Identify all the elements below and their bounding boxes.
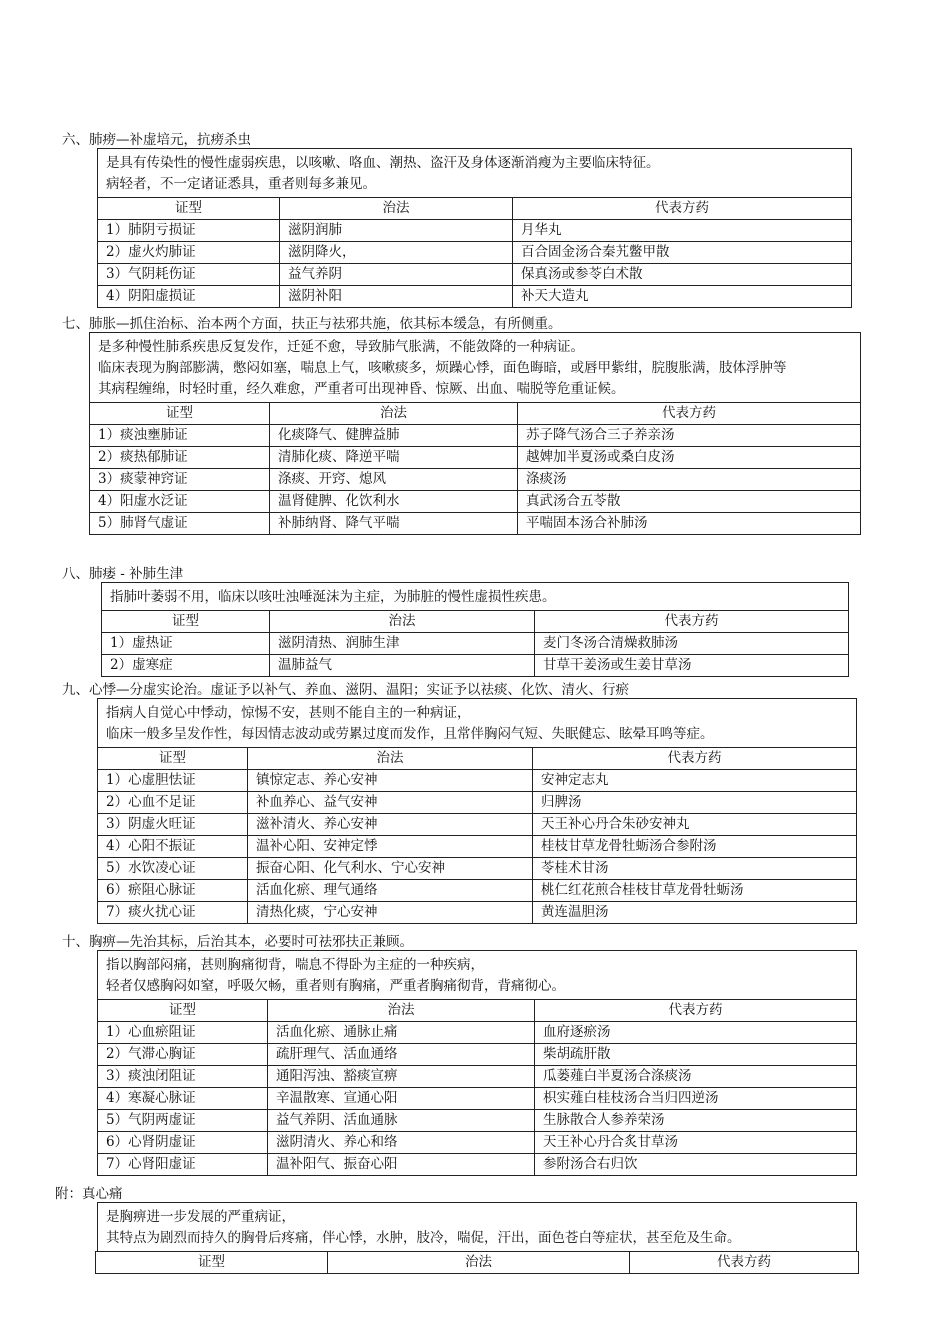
- table-row: [98, 1088, 857, 1110]
- syndrome-cell: 2）痰热郁肺证: [90, 447, 270, 469]
- intro-box: [97, 950, 857, 999]
- syndrome-cell: 5）气阴两虚证: [98, 1110, 268, 1132]
- section-block: [97, 698, 857, 924]
- column-header: 治法: [280, 198, 513, 220]
- formula-cell: 瓜蒌薤白半夏汤合涤痰汤: [535, 1066, 857, 1088]
- table-row: [90, 469, 861, 491]
- treatment-cell: 益气养阴、活血通脉: [268, 1110, 535, 1132]
- syndrome-cell: 4）心阳不振证: [98, 836, 248, 858]
- syndrome-cell: 4）寒凝心脉证: [98, 1088, 268, 1110]
- table-row: [90, 513, 861, 535]
- formula-cell: 生脉散合人参养荣汤: [535, 1110, 857, 1132]
- formula-cell: 苏子降气汤合三子养亲汤: [518, 425, 861, 447]
- intro-line: 临床表现为胸部膨满，憋闷如塞，喘息上气，咳嗽痰多，烦躁心悸，面色晦暗，或唇甲紫绀，脘腹胀满，肢体浮肿等: [98, 360, 787, 376]
- treatment-cell: 清肺化痰、降逆平喘: [270, 447, 518, 469]
- treatment-cell: 振奋心阳、化气利水、宁心安神: [248, 858, 533, 880]
- treatment-cell: 补肺纳肾、降气平喘: [270, 513, 518, 535]
- table-header-row: [98, 198, 852, 220]
- intro-box: [97, 1202, 857, 1251]
- treatment-cell: 滋阴清火、养心和络: [268, 1132, 535, 1154]
- syndrome-cell: 3）阴虚火旺证: [98, 814, 248, 836]
- treatment-cell: 辛温散寒、宣通心阳: [268, 1088, 535, 1110]
- table-header-row: [102, 611, 849, 633]
- formula-cell: 平喘固本汤合补肺汤: [518, 513, 861, 535]
- formula-cell: 真武汤合五苓散: [518, 491, 861, 513]
- table-row: [98, 1154, 857, 1176]
- syndrome-cell: 2）气滞心胸证: [98, 1044, 268, 1066]
- formula-cell: 苓桂术甘汤: [533, 858, 857, 880]
- section-block: [97, 950, 857, 1176]
- section-heading: 八、肺痿 - 补肺生津: [62, 566, 184, 582]
- treatment-cell: 滋阴润肺: [280, 220, 513, 242]
- table-row: [98, 220, 852, 242]
- column-header: 证型: [98, 1000, 268, 1022]
- syndrome-table: [97, 197, 852, 308]
- treatment-cell: 益气养阴: [280, 264, 513, 286]
- table-row: [98, 1066, 857, 1088]
- syndrome-cell: 4）阳虚水泛证: [90, 491, 270, 513]
- formula-cell: 桃仁红花煎合桂枝甘草龙骨牡蛎汤: [533, 880, 857, 902]
- intro-line: 指肺叶萎弱不用，临床以咳吐浊唾涎沫为主症，为肺脏的慢性虚损性疾患。: [110, 589, 556, 605]
- intro-box: [97, 148, 852, 197]
- section-block: [101, 582, 849, 677]
- column-header: 证型: [96, 1252, 328, 1274]
- intro-line: 是胸痹进一步发展的严重病证，: [106, 1209, 295, 1225]
- syndrome-table: [95, 1251, 859, 1274]
- table-row: [98, 836, 857, 858]
- syndrome-cell: 5）肺肾气虚证: [90, 513, 270, 535]
- formula-cell: 桂枝甘草龙骨牡蛎汤合参附汤: [533, 836, 857, 858]
- table-row: [98, 792, 857, 814]
- formula-cell: 天王补心丹合朱砂安神丸: [533, 814, 857, 836]
- syndrome-table: [101, 610, 849, 677]
- table-row: [98, 1110, 857, 1132]
- column-header: 代表方药: [630, 1252, 859, 1274]
- intro-line: 指以胸部闷痛，甚则胸痛彻背，喘息不得卧为主症的一种疾病，: [106, 957, 484, 973]
- intro-box: [101, 582, 849, 610]
- treatment-cell: 疏肝理气、活血通络: [268, 1044, 535, 1066]
- syndrome-cell: 1）肺阴亏损证: [98, 220, 280, 242]
- intro-line: 其病程缠绵，时轻时重，经久难愈，严重者可出现神昏、惊厥、出血、喘脱等危重证候。: [98, 381, 625, 397]
- table-row: [98, 880, 857, 902]
- syndrome-cell: 6）心肾阴虚证: [98, 1132, 268, 1154]
- intro-line: 病轻者，不一定诸证悉具，重者则每多兼见。: [106, 176, 376, 192]
- treatment-cell: 滋补清火、养心安神: [248, 814, 533, 836]
- column-header: 治法: [270, 403, 518, 425]
- column-header: 代表方药: [535, 1000, 857, 1022]
- column-header: 代表方药: [518, 403, 861, 425]
- intro-line: 其特点为剧烈而持久的胸骨后疼痛，伴心悸，水肿，肢冷，喘促，汗出，面色苍白等症状，甚至危及生命。: [106, 1230, 741, 1246]
- intro-line: 临床一般多呈发作性，每因情志波动或劳累过度而发作，且常伴胸闷气短、失眠健忘、眩晕耳鸣等症。: [106, 726, 714, 742]
- treatment-cell: 温肺益气: [270, 655, 535, 677]
- treatment-cell: 滋阴补阳: [280, 286, 513, 308]
- syndrome-cell: 7）痰火扰心证: [98, 902, 248, 924]
- table-row: [98, 814, 857, 836]
- table-row: [90, 491, 861, 513]
- table-row: [98, 858, 857, 880]
- intro-line: 指病人自觉心中悸动，惊惕不安，甚则不能自主的一种病证，: [106, 705, 471, 721]
- intro-line: 轻者仅感胸闷如窒，呼吸欠畅，重者则有胸痛，严重者胸痛彻背，背痛彻心。: [106, 978, 565, 994]
- syndrome-cell: 1）虚热证: [102, 633, 270, 655]
- formula-cell: 归脾汤: [533, 792, 857, 814]
- table-row: [102, 633, 849, 655]
- treatment-cell: 活血化瘀、理气通络: [248, 880, 533, 902]
- table-row: [98, 1044, 857, 1066]
- treatment-cell: 滋阴降火，: [280, 242, 513, 264]
- table-row: [90, 447, 861, 469]
- formula-cell: 参附汤合右归饮: [535, 1154, 857, 1176]
- treatment-cell: 滋阴清热、润肺生津: [270, 633, 535, 655]
- syndrome-cell: 1）痰浊壅肺证: [90, 425, 270, 447]
- section-heading: 九、心悸—分虚实论治。虚证予以补气、养血、滋阴、温阳；实证予以祛痰、化饮、清火、行瘀: [62, 682, 629, 698]
- table-header-row: [98, 1000, 857, 1022]
- syndrome-table: [97, 747, 857, 924]
- syndrome-table: [89, 402, 861, 535]
- column-header: 治法: [328, 1252, 630, 1274]
- formula-cell: 越婢加半夏汤或桑白皮汤: [518, 447, 861, 469]
- formula-cell: 补天大造丸: [513, 286, 852, 308]
- column-header: 治法: [268, 1000, 535, 1022]
- formula-cell: 黄连温胆汤: [533, 902, 857, 924]
- column-header: 代表方药: [513, 198, 852, 220]
- formula-cell: 安神定志丸: [533, 770, 857, 792]
- syndrome-cell: 7）心肾阳虚证: [98, 1154, 268, 1176]
- table-row: [98, 286, 852, 308]
- syndrome-cell: 6）瘀阻心脉证: [98, 880, 248, 902]
- syndrome-table: [97, 999, 857, 1176]
- formula-cell: 百合固金汤合秦艽鳖甲散: [513, 242, 852, 264]
- table-row: [90, 425, 861, 447]
- table-row: [98, 902, 857, 924]
- syndrome-cell: 2）虚寒症: [102, 655, 270, 677]
- column-header: 证型: [98, 748, 248, 770]
- treatment-cell: 通阳泻浊、豁痰宣痹: [268, 1066, 535, 1088]
- treatment-cell: 温肾健脾、化饮利水: [270, 491, 518, 513]
- treatment-cell: 温补阳气、振奋心阳: [268, 1154, 535, 1176]
- section-block: [89, 332, 861, 535]
- table-row: [98, 264, 852, 286]
- section-heading: 附：真心痛: [55, 1186, 123, 1202]
- section-heading: 七、肺胀—抓住治标、治本两个方面，扶正与祛邪共施，依其标本缓急，有所侧重。: [62, 316, 562, 332]
- column-header: 证型: [102, 611, 270, 633]
- intro-line: 是具有传染性的慢性虚弱疾患，以咳嗽、咯血、潮热、盗汗及身体逐渐消瘦为主要临床特征。: [106, 155, 660, 171]
- formula-cell: 枳实薤白桂枝汤合当归四逆汤: [535, 1088, 857, 1110]
- formula-cell: 甘草干姜汤或生姜甘草汤: [535, 655, 849, 677]
- syndrome-cell: 2）虚火灼肺证: [98, 242, 280, 264]
- formula-cell: 涤痰汤: [518, 469, 861, 491]
- formula-cell: 月华丸: [513, 220, 852, 242]
- table-header-row: [98, 748, 857, 770]
- section-heading: 六、肺痨—补虚培元，抗痨杀虫: [62, 132, 251, 148]
- syndrome-cell: 4）阴阳虚损证: [98, 286, 280, 308]
- treatment-cell: 温补心阳、安神定悸: [248, 836, 533, 858]
- syndrome-cell: 2）心血不足证: [98, 792, 248, 814]
- column-header: 治法: [270, 611, 535, 633]
- table-row: [98, 1022, 857, 1044]
- column-header: 证型: [90, 403, 270, 425]
- syndrome-cell: 1）心血瘀阻证: [98, 1022, 268, 1044]
- table-header-row: [90, 403, 861, 425]
- table-row: [102, 655, 849, 677]
- column-header: 治法: [248, 748, 533, 770]
- table-header-row: [96, 1252, 859, 1274]
- syndrome-cell: 3）气阴耗伤证: [98, 264, 280, 286]
- syndrome-cell: 3）痰浊闭阻证: [98, 1066, 268, 1088]
- formula-cell: 柴胡疏肝散: [535, 1044, 857, 1066]
- treatment-cell: 活血化瘀、通脉止痛: [268, 1022, 535, 1044]
- column-header: 证型: [98, 198, 280, 220]
- formula-cell: 血府逐瘀汤: [535, 1022, 857, 1044]
- formula-cell: 保真汤或参苓白术散: [513, 264, 852, 286]
- intro-line: 是多种慢性肺系疾患反复发作，迁延不愈，导致肺气胀满，不能敛降的一种病证。: [98, 339, 584, 355]
- intro-box: [89, 332, 861, 402]
- column-header: 代表方药: [533, 748, 857, 770]
- section-block: [97, 148, 852, 308]
- formula-cell: 天王补心丹合炙甘草汤: [535, 1132, 857, 1154]
- syndrome-cell: 1）心虚胆怯证: [98, 770, 248, 792]
- syndrome-cell: 5）水饮凌心证: [98, 858, 248, 880]
- syndrome-cell: 3）痰蒙神窍证: [90, 469, 270, 491]
- formula-cell: 麦门冬汤合清燥救肺汤: [535, 633, 849, 655]
- treatment-cell: 镇惊定志、养心安神: [248, 770, 533, 792]
- section-heading: 十、胸痹—先治其标，后治其本，必要时可祛邪扶正兼顾。: [62, 934, 413, 950]
- table-row: [98, 1132, 857, 1154]
- intro-box: [97, 698, 857, 747]
- treatment-cell: 清热化痰，宁心安神: [248, 902, 533, 924]
- treatment-cell: 涤痰、开窍、熄风: [270, 469, 518, 491]
- treatment-cell: 补血养心、益气安神: [248, 792, 533, 814]
- table-row: [98, 770, 857, 792]
- column-header: 代表方药: [535, 611, 849, 633]
- section-block: [97, 1202, 857, 1274]
- treatment-cell: 化痰降气、健脾益肺: [270, 425, 518, 447]
- table-row: [98, 242, 852, 264]
